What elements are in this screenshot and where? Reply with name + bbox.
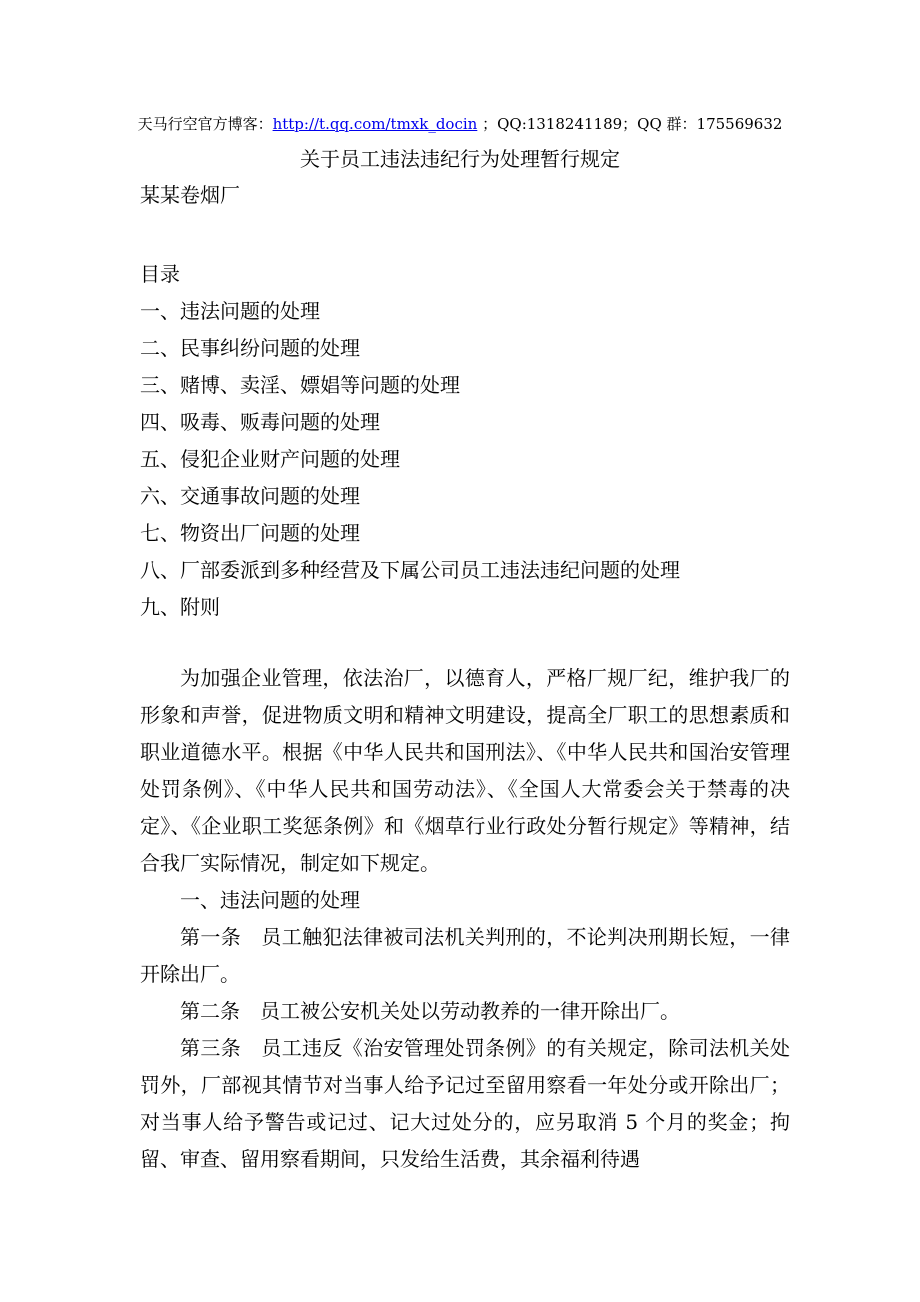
document-body — [140, 660, 790, 1178]
header-line — [0, 113, 920, 135]
article-paragraph: 第一条 员工触犯法律被司法机关判刑的，不论判决刑期长短，一律开除出厂。 — [140, 925, 790, 986]
toc-item: 八、厂部委派到多种经营及下属公司员工违法违纪问题的处理 — [140, 558, 680, 582]
header-prefix: 天马行空官方博客： — [137, 115, 273, 133]
organization-name: 某某卷烟厂 — [140, 183, 240, 207]
toc-item: 三、赌博、卖淫、嫖娼等问题的处理 — [140, 373, 460, 397]
toc-item: 五、侵犯企业财产问题的处理 — [140, 447, 400, 471]
toc-item: 一、违法问题的处理 — [140, 299, 320, 323]
article-paragraph: 第三条 员工违反《治安管理处罚条例》的有关规定，除司法机关处罚外，厂部视其情节对当事人给予记过至留用察看一年处分或开除出厂；对当事人给予警告或记过、记大过处分的，应另取消 5 个月的奖金；拘留、审查、留用察看期间，只发给生活费，其余福利待遇 — [140, 1036, 790, 1171]
toc-item: 四、吸毒、贩毒问题的处理 — [140, 410, 380, 434]
toc-item: 九、附则 — [140, 595, 220, 619]
toc-heading: 目录 — [140, 262, 180, 286]
toc-item: 七、物资出厂问题的处理 — [140, 521, 360, 545]
blog-link[interactable]: http://t.qq.com/tmxk_docin — [272, 115, 478, 133]
table-of-contents — [140, 256, 790, 626]
article-paragraph: 第二条 员工被公安机关处以劳动教养的一律开除出厂。 — [180, 999, 680, 1023]
intro-paragraph: 为加强企业管理，依法治厂，以德育人，严格厂规厂纪，维护我厂的形象和声誉，促进物质文明和精神文明建设，提高全厂职工的思想素质和职业道德水平。根据《中华人民共和国刑法》、《中华人民共和国治安管理处罚条例》、《中华人民共和国劳动法》、《全国人大常委会关于禁毒的决定》、《企业职工奖惩条例》和《烟草行业行政处分暂行规定》等精神，结合我厂实际情况，制定如下规定。 — [140, 666, 790, 875]
toc-item: 二、民事纠纷问题的处理 — [140, 336, 360, 360]
document-title: 关于员工违法违纪行为处理暂行规定 — [300, 147, 620, 171]
header-contact: ；QQ:1318241189；QQ 群：175569632 — [477, 115, 783, 133]
toc-item: 六、交通事故问题的处理 — [140, 484, 360, 508]
section-heading: 一、违法问题的处理 — [180, 888, 360, 912]
